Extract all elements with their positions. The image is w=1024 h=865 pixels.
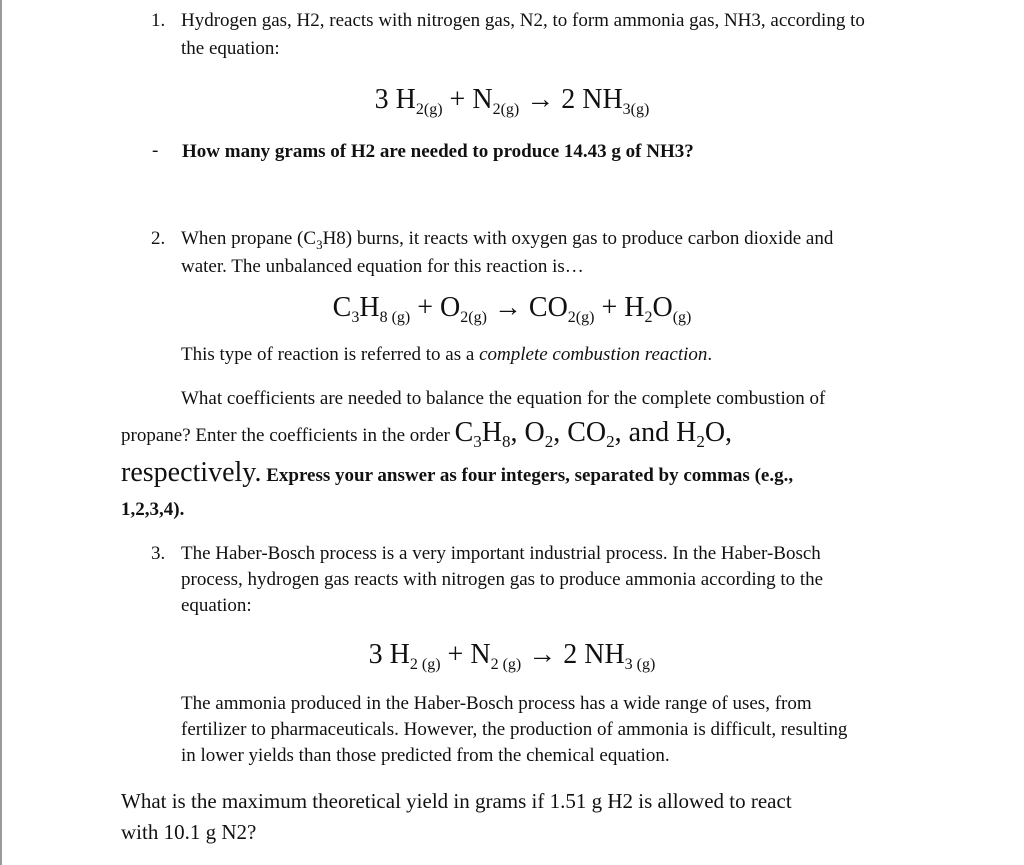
- page-left-border: [0, 0, 2, 865]
- q1-text-line1: Hydrogen gas, H2, reacts with nitrogen gas, N2, to form ammonia gas, NH3, according to: [181, 10, 865, 31]
- q2-text-line2: water. The unbalanced equation for this reaction is…: [181, 256, 584, 277]
- q3-equation: 3 $H_{2 (g)} + N_{2 (g)} \to 2$ $NH_{3 (g)}$: [368, 639, 656, 673]
- q2-reaction-type: This type of reaction is referred to as a complete combustion reaction.: [181, 344, 713, 365]
- q1-question: How many grams of H2 are needed to produce 14.43 g of NH3?: [182, 141, 694, 162]
- q1-number: 1.: [151, 10, 166, 31]
- q1-text-line2: the equation:: [181, 38, 280, 59]
- q3-question-line1: What is the maximum theoretical yield in grams if 1.51 g H2 is allowed to react: [121, 789, 792, 813]
- q2-text-line1: When propane $(C_3H8)$ burns, it reacts with oxygen gas to produce carbon dioxide and: [181, 228, 834, 252]
- q2-number: 2.: [151, 228, 166, 249]
- q2-equation: $C_3H_{8 (g)} + O_{2(g)} \to CO_{2(g)} + H_2O_{(g)}$: [332, 292, 692, 326]
- q3-text-line3: equation:: [181, 595, 252, 616]
- q2-express-line1: respectively. Express your answer as four integers, separated by commas (e.g.,: [121, 457, 794, 488]
- q1-bullet: -: [152, 140, 159, 161]
- q2-order-formula: $C_3H_8$, $O_2$, $CO_2$, and $H_2O$,: [454, 417, 733, 451]
- q2-coefficients-line1: What coefficients are needed to balance the equation for the complete combustion of: [181, 388, 826, 409]
- q3-para-line1: The ammonia produced in the Haber-Bosch process has a wide range of uses, from: [181, 693, 812, 714]
- q1-equation: 3 $H_{2(g)} + N_{2(g)} \to 2$ $NH_{3(g)}$: [374, 84, 650, 118]
- q3-text-line2: process, hydrogen gas reacts with nitrogen gas to produce ammonia according to the: [181, 569, 824, 590]
- q3-question-line2: with 10.1 g N2?: [121, 820, 257, 844]
- q3-para-line3: in lower yields than those predicted from the chemical equation.: [181, 745, 670, 766]
- q3-text-line1: The Haber-Bosch process is a very important industrial process. In the Haber-Bosch: [181, 543, 821, 564]
- q3-number: 3.: [151, 543, 166, 564]
- q3-para-line2: fertilizer to pharmaceuticals. However, the production of ammonia is difficult, resulting: [181, 719, 848, 740]
- q2-coefficients-line2: propane? Enter the coefficients in the order $C_3H_8$, $O_2$, $CO_2$, and $H_2O$,: [121, 417, 733, 451]
- q2-express-line2: 1,2,3,4).: [121, 499, 185, 520]
